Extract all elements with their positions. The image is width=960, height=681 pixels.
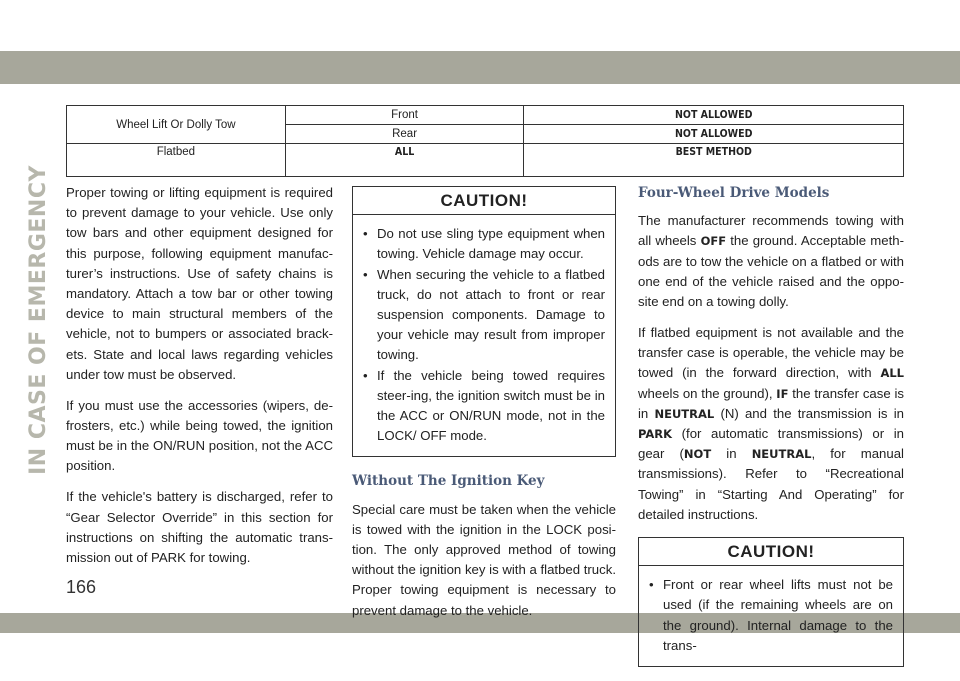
text-run: The manufacturer recommends towing with all wheels bbox=[638, 213, 904, 249]
keyword: OFF bbox=[700, 234, 727, 249]
keyword: NOT bbox=[683, 447, 712, 462]
table-cell: NOT ALLOWED bbox=[524, 125, 904, 144]
bullet-icon: • bbox=[363, 367, 368, 383]
table-cell: Front bbox=[285, 106, 524, 125]
text-run: (N) and the transmission is in bbox=[720, 405, 904, 421]
table-cell: Flatbed bbox=[67, 144, 286, 177]
table-cell: NOT ALLOWED bbox=[524, 106, 904, 125]
paragraph bbox=[638, 211, 904, 312]
text-run: the transfer case is in bbox=[638, 385, 904, 421]
list-item bbox=[363, 265, 605, 366]
paragraph: If the vehicle's battery is discharged, refer to “Gear Selector Override” in this section for instructions on shifting the automatic trans-mission out of PARK for towing. bbox=[66, 489, 333, 566]
page-number: 166 bbox=[66, 577, 97, 597]
keyword: PARK bbox=[638, 427, 673, 442]
text-run: the ground. Acceptable meth-ods are to tow the vehicle on a flatbed or with one end of the vehicle raised and the oppo-site end on a towing dolly. bbox=[638, 233, 904, 310]
keyword: IF bbox=[776, 386, 789, 401]
paragraph: Special care must be taken when the vehicle is towed with the ignition in the LOCK posi-tion. The only approved method of towing without the ignition key is with a flatbed truck. Proper towing equipment is necessary to prevent damage to the vehicle. bbox=[352, 501, 616, 618]
keyword: NEUTRAL bbox=[751, 447, 812, 462]
caution-box bbox=[638, 537, 904, 667]
section-heading: Four-Wheel Drive Models bbox=[638, 185, 830, 201]
text-run: , for manual transmissions). Refer to “Recreational Towing” in “Starting And Operating” for detailed instructions. bbox=[638, 446, 904, 522]
text-run: If flatbed equipment is not available and the transfer case is operable, the vehicle may be towed (in the forward direction, with bbox=[638, 325, 904, 381]
side-tab bbox=[25, 100, 53, 540]
column-1 bbox=[66, 183, 333, 579]
table-cell: Rear bbox=[285, 125, 524, 144]
list-item-text: When securing the vehicle to a flatbed truck, do not attach to front or rear suspension components. Damage to your vehicle may result from improper towing. bbox=[377, 266, 605, 363]
caution-title: CAUTION! bbox=[353, 187, 615, 215]
text-run: (for automatic transmissions) or in gear ( bbox=[638, 426, 904, 462]
bullet-icon: • bbox=[363, 266, 368, 282]
list-item bbox=[363, 366, 605, 447]
list-item-text: Do not use sling type equipment when towing. Vehicle damage may occur. bbox=[377, 226, 605, 262]
table-cell: ALL bbox=[285, 144, 524, 177]
paragraph: If you must use the accessories (wipers, de-frosters, etc.) while being towed, the ignition must be in the ON/RUN position, not the ACC position. bbox=[66, 397, 333, 474]
list-item bbox=[363, 224, 605, 264]
column-3 bbox=[638, 183, 904, 681]
caution-box bbox=[352, 186, 616, 457]
keyword: ALL bbox=[880, 366, 904, 381]
section-title: IN CASE OF EMERGENCY bbox=[26, 165, 51, 475]
list-item-text: If the vehicle being towed requires steer-ing, the ignition switch must be in the ACC or ON/RUN mode, not in the LOCK/ OFF mode. bbox=[377, 367, 605, 444]
bullet-icon: • bbox=[363, 226, 368, 242]
list-item bbox=[649, 575, 893, 656]
table-row bbox=[67, 106, 904, 125]
table-cell: BEST METHOD bbox=[524, 144, 904, 177]
towing-table bbox=[66, 105, 904, 177]
header-band bbox=[0, 51, 960, 84]
caution-title: CAUTION! bbox=[639, 538, 903, 566]
caution-list bbox=[353, 215, 615, 456]
column-2 bbox=[352, 186, 616, 632]
caution-list bbox=[639, 566, 903, 666]
bullet-icon: • bbox=[649, 577, 654, 593]
keyword: NEUTRAL bbox=[654, 406, 715, 421]
table-cell: Wheel Lift Or Dolly Tow bbox=[67, 106, 286, 144]
paragraph: Proper towing or lifting equipment is required to prevent damage to your vehicle. Use only tow bars and other equipment designed for this purpose, following equipment manufac-turer’s instructions. Use of safety chains is mandatory. Attach a tow bar or other towing device to main structural members of the vehicle, not to bumpers or associated brack-ets. State and local laws regarding vehicles under tow must be observed. bbox=[66, 185, 333, 382]
table-row bbox=[67, 144, 904, 177]
section-heading: Without The Ignition Key bbox=[352, 473, 545, 490]
text-run: wheels on the ground), bbox=[638, 385, 773, 401]
list-item-text: Front or rear wheel lifts must not be used (if the remaining wheels are on the ground). Internal damage to the trans- bbox=[663, 577, 893, 653]
paragraph bbox=[638, 323, 904, 525]
text-run: in bbox=[726, 446, 737, 462]
